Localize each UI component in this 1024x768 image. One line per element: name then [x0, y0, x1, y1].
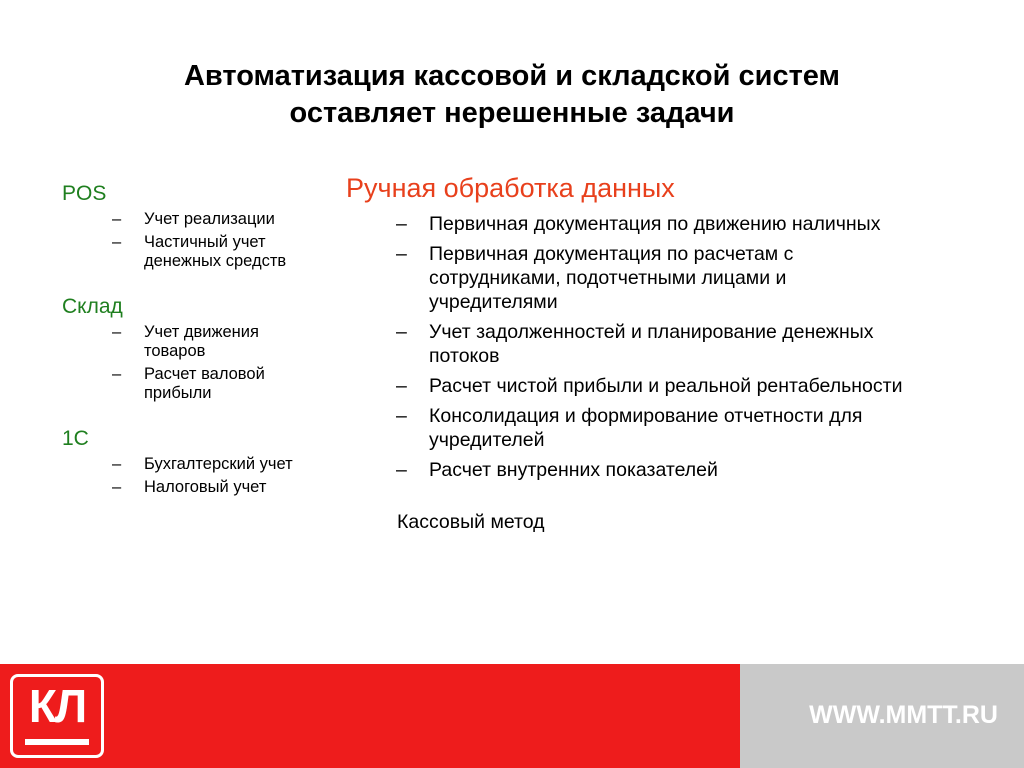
- footer-red-band: [0, 664, 740, 768]
- website-link[interactable]: WWW.MMTT.RU: [809, 701, 998, 729]
- bullet-list: [62, 455, 312, 497]
- list-item-text: Первичная документация по движению наличных: [429, 213, 881, 235]
- list-item: [62, 365, 312, 403]
- section-title: 1С: [62, 427, 89, 450]
- logo-text: КЛ: [28, 680, 86, 732]
- footer: [0, 664, 1024, 768]
- dash-bullet: –: [112, 455, 122, 473]
- section-warehouse: [62, 293, 312, 403]
- list-item: [62, 323, 312, 361]
- list-item-text: Расчет валовой прибыли: [144, 365, 265, 402]
- list-item: [346, 458, 906, 482]
- left-column: [62, 180, 312, 519]
- section-pos: [62, 180, 312, 271]
- dash-bullet: –: [396, 213, 407, 235]
- list-item-text: Расчет внутренних показателей: [429, 459, 718, 481]
- list-item: [346, 320, 906, 368]
- list-item: [346, 242, 906, 314]
- dash-bullet: –: [112, 210, 122, 228]
- dash-bullet: –: [112, 323, 122, 341]
- list-item: [62, 210, 312, 229]
- list-item-text: Учет реализации: [144, 210, 275, 228]
- list-item-text: Учет движения товаров: [144, 323, 259, 360]
- list-item: [346, 404, 906, 452]
- section-title: Склад: [62, 295, 123, 318]
- list-item-text: Бухгалтерский учет: [144, 455, 293, 473]
- right-column: [346, 170, 906, 534]
- dash-bullet: –: [396, 459, 407, 481]
- dash-bullet: –: [396, 375, 407, 397]
- list-item-text: Частичный учет денежных средств: [144, 233, 287, 270]
- right-heading: Ручная обработка данных: [346, 173, 675, 203]
- dash-bullet: –: [396, 321, 407, 343]
- dash-bullet: –: [112, 233, 122, 251]
- list-item: [62, 478, 312, 497]
- list-item-text: Консолидация и формирование отчетности для учредителей: [429, 405, 863, 451]
- slide-title: [60, 58, 964, 132]
- list-item: [346, 212, 906, 236]
- bullet-list: [346, 212, 906, 482]
- title-line-1: Автоматизация кассовой и складской систем: [183, 60, 841, 92]
- title-line-2: оставляет нерешенные задачи: [289, 97, 735, 129]
- section-1c: [62, 425, 312, 497]
- footer-gray-band: [740, 664, 1024, 768]
- bullet-list: [62, 323, 312, 403]
- company-logo: [10, 674, 104, 758]
- list-item-text: Налоговый учет: [144, 478, 267, 496]
- list-item-text: Расчет чистой прибыли и реальной рентабельности: [429, 375, 903, 397]
- list-item: [62, 233, 312, 271]
- bullet-list: [62, 210, 312, 271]
- list-item-text: Первичная документация по расчетам с сотрудниками, подотчетными лицами и учредителями: [429, 243, 794, 313]
- dash-bullet: –: [396, 243, 407, 265]
- list-item: [346, 374, 906, 398]
- list-item: [62, 455, 312, 474]
- footnote: Кассовый метод: [397, 511, 545, 533]
- dash-bullet: –: [112, 365, 122, 383]
- section-title: POS: [62, 182, 107, 205]
- dash-bullet: –: [396, 405, 407, 427]
- dash-bullet: –: [112, 478, 122, 496]
- logo-underline: [25, 739, 89, 745]
- list-item-text: Учет задолженностей и планирование денежных потоков: [429, 321, 874, 367]
